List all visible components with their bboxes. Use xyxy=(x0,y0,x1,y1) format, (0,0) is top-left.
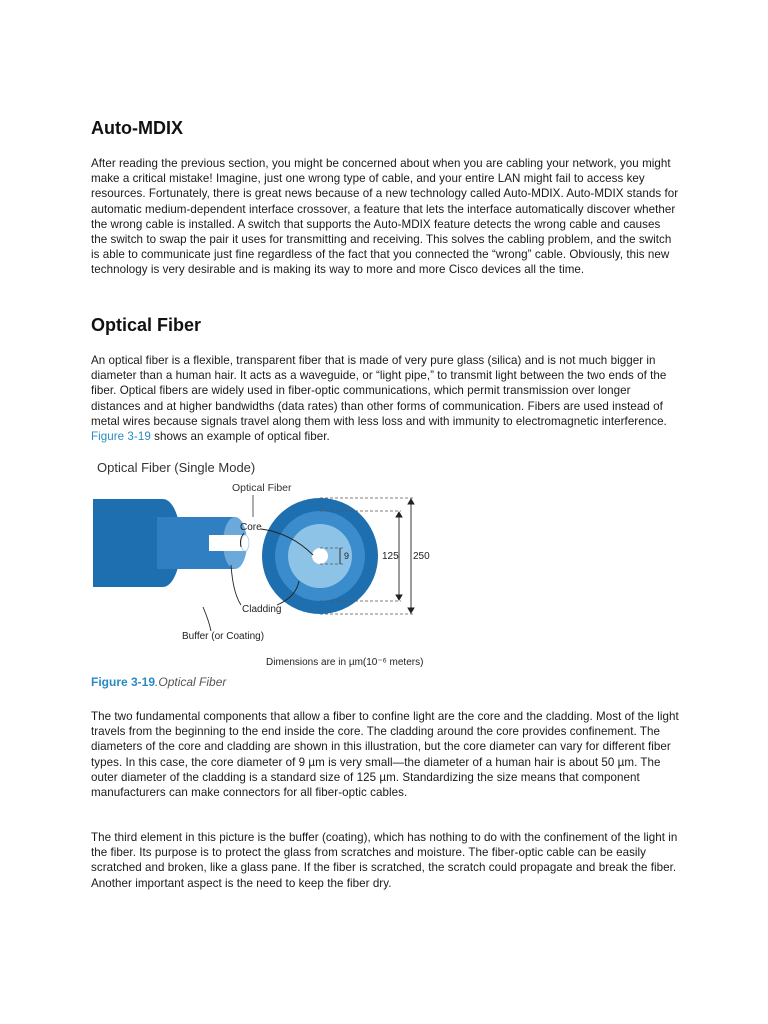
label-optical-fiber: Optical Fiber xyxy=(232,482,292,494)
dim-core: 9 xyxy=(344,551,350,561)
paragraph-optical-fiber-intro xyxy=(91,353,679,444)
optical-fiber-diagram xyxy=(91,455,451,680)
paragraph-auto-mdix: After reading the previous section, you might be concerned about when you are cabling your network, you might make a critical mistake! Imagine, just one wrong type of cable, and your entire LAN might fail to access key resources. Fortunately, there is great news because of a new technology called Auto-MDIX. Auto-MDIX stands for automatic medium-dependent interface crossover, a feature that lets the interface automatically discover whether the wrong cable is installed. A switch that supports the Auto-MDIX feature detects the wrong cable and causes the switch to swap the pair it uses for transmitting and receiving. This solves the cabling problem, and the switch is able to communicate just fine regardless of the fact that you connected the “wrong” cable. Obviously, this new technology is very desirable and is making its way to more and more Cisco devices all the time. xyxy=(91,157,679,277)
figure-title: Optical Fiber (Single Mode) xyxy=(97,460,256,475)
core-circle xyxy=(312,548,328,564)
heading-auto-mdix: Auto-MDIX xyxy=(91,118,183,138)
fiber-side-view xyxy=(93,499,249,587)
cladding-leader-left xyxy=(231,565,241,605)
heading-optical-fiber: Optical Fiber xyxy=(91,315,202,335)
buffer-leader xyxy=(203,607,211,631)
caption-text: .Optical Fiber xyxy=(155,675,227,689)
label-core: Core xyxy=(240,522,262,533)
core-body xyxy=(209,535,245,551)
optical-fiber-figure xyxy=(91,455,451,680)
label-cladding: Cladding xyxy=(242,604,282,615)
intro-text: An optical fiber is a flexible, transparent fiber that is made of very pure glass (silica) and is not much bigger in diameter than a human hair. It acts as a waveguide, or “light pipe,” to transmit light between the two ends of the fiber. Optical fibers are widely used in fiber-optic communications, which permit transmission over longer distances and at higher bandwidths (data rates) than other forms of communication. Fibers are used instead of metal wires because signals travel along them with less loss and with immunity to electromagnetic interference. xyxy=(91,354,667,428)
core-end xyxy=(241,535,249,551)
dimensions-note: Dimensions are in µm(10⁻⁶ meters) xyxy=(266,657,424,668)
dim-cladding: 125 xyxy=(382,551,399,562)
fiber-end-view xyxy=(262,498,378,614)
figure-3-19-link[interactable]: Figure 3-19 xyxy=(91,430,151,444)
figure-caption xyxy=(91,675,226,689)
paragraph-core-cladding: The two fundamental components that allow a fiber to confine light are the core and the cladding. Most of the light travels from the beginning to the end inside the core. The cladding around the core provides confinement. The diameters of the core and cladding are shown in this illustration, but the core diameter can vary for different fiber types. In this case, the core diameter of 9 µm is very small—the diameter of a human hair is about 50 µm. The outer diameter of the cladding is a standard size of 125 µm. Standardizing the size means that component manufacturers can make connectors for all fiber-optic cables. xyxy=(91,710,679,800)
paragraph-buffer: The third element in this picture is the buffer (coating), which has nothing to do with the confinement of the light in the fiber. Its purpose is to protect the glass from scratches and moisture. The fiber-optic cable can be easily scratched and broken, like a glass pane. If the fiber is scratched, the scratch could propagate and break the fiber. Another important aspect is the need to keep the fiber dry. xyxy=(91,831,678,890)
intro-text-end: shows an example of optical fiber. xyxy=(150,430,330,444)
label-buffer: Buffer (or Coating) xyxy=(182,631,265,642)
dim-buffer: 250 xyxy=(413,551,430,562)
caption-number: Figure 3-19 xyxy=(91,675,156,689)
